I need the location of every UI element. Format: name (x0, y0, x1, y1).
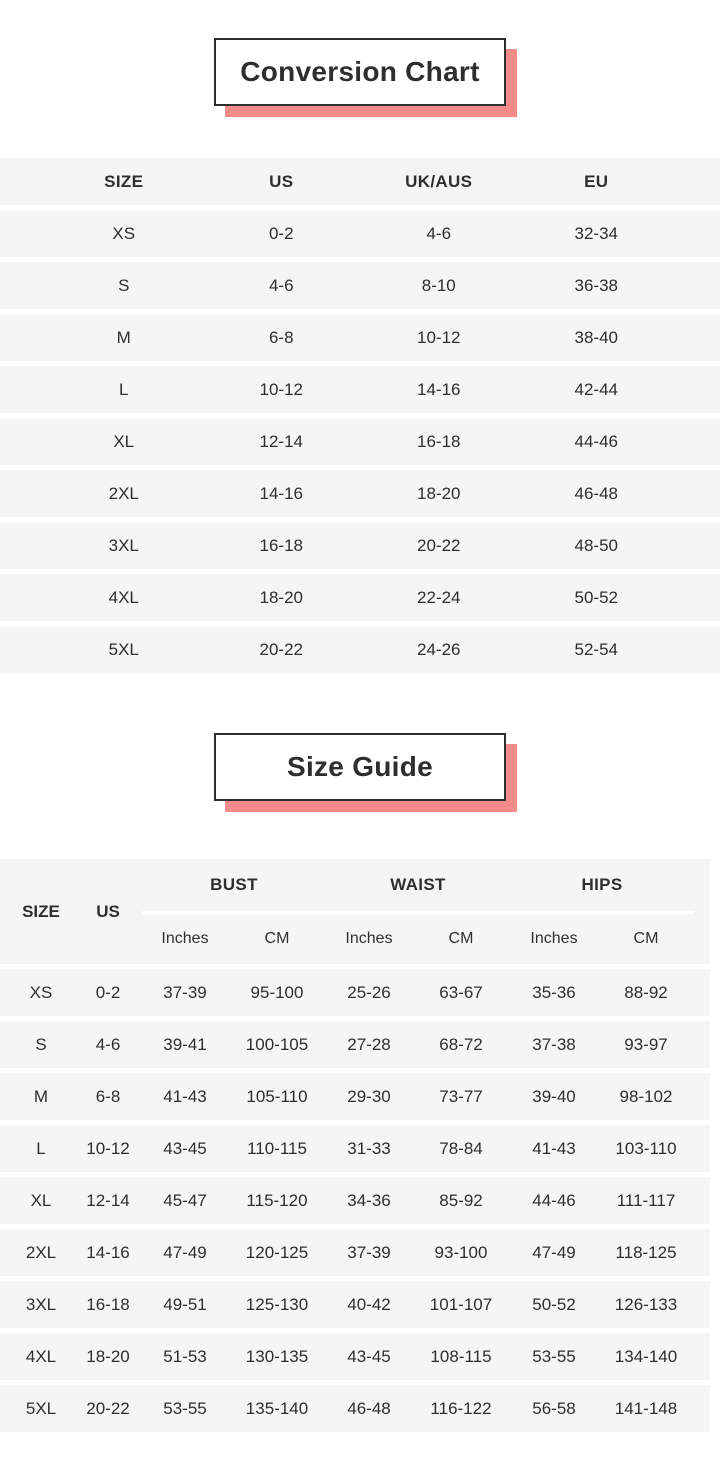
table-cell: 43-45 (163, 1138, 207, 1158)
table-row (0, 1281, 710, 1328)
table-row (0, 522, 720, 569)
table-cell: 18-20 (259, 587, 303, 607)
table-row (0, 210, 720, 257)
table-cell: 16-18 (86, 1294, 130, 1314)
conversion-chart-title-box (214, 38, 506, 106)
column-header-uk-aus: UK/AUS (405, 171, 473, 191)
table-cell: 14-16 (417, 379, 461, 399)
size-guide-table (0, 859, 710, 1432)
table-cell: 41-43 (163, 1086, 207, 1106)
table-cell: 31-33 (347, 1138, 391, 1158)
table-cell: 37-38 (532, 1034, 576, 1054)
table-cell: 110-115 (247, 1138, 307, 1158)
column-subheader-hips-inches: Inches (530, 930, 578, 947)
table-cell: 14-16 (86, 1242, 130, 1262)
size-chart-page (0, 38, 720, 1432)
table-cell: 4-6 (95, 1034, 121, 1054)
table-cell: 24-26 (417, 639, 461, 659)
table-row (0, 1021, 710, 1068)
table-cell: 36-38 (574, 275, 618, 295)
table-cell: 101-107 (429, 1294, 493, 1314)
table-cell: 18-20 (417, 483, 461, 503)
table-cell: 47-49 (532, 1242, 576, 1262)
table-cell: 25-26 (347, 982, 391, 1002)
table-cell: 48-50 (574, 535, 618, 555)
table-cell: 51-53 (163, 1346, 207, 1366)
column-subheader-waist-inches: Inches (345, 930, 393, 947)
table-row (0, 969, 710, 1016)
table-cell: 50-52 (532, 1294, 576, 1314)
table-cell: 4XL (25, 1346, 57, 1366)
conversion-chart-body (0, 210, 720, 673)
table-cell: 0-2 (95, 982, 121, 1002)
column-group-bust: BUST (142, 859, 326, 914)
table-cell: 141-148 (614, 1398, 678, 1418)
table-cell: 41-43 (532, 1138, 576, 1158)
table-cell: 78-84 (439, 1138, 483, 1158)
table-cell: 125-130 (245, 1294, 309, 1314)
table-cell: 37-39 (163, 982, 207, 1002)
table-cell: 108-115 (430, 1346, 492, 1366)
table-cell: 27-28 (347, 1034, 391, 1054)
table-cell: 118-125 (615, 1242, 677, 1262)
table-cell: 130-135 (245, 1346, 309, 1366)
table-cell: 6-8 (268, 327, 294, 347)
table-cell: 6-8 (95, 1086, 121, 1106)
column-group-waist: WAIST (326, 859, 510, 914)
table-cell: 52-54 (574, 639, 618, 659)
size-guide-title: Size Guide (287, 751, 433, 782)
table-cell: 46-48 (574, 483, 618, 503)
table-cell: 42-44 (574, 379, 618, 399)
table-cell: 34-36 (347, 1190, 391, 1210)
table-cell: 105-110 (246, 1086, 308, 1106)
table-cell: 5XL (108, 639, 139, 659)
table-cell: 111-117 (616, 1190, 676, 1210)
conversion-chart-title: Conversion Chart (240, 56, 480, 87)
table-cell: S (35, 1034, 47, 1054)
table-cell: S (118, 275, 130, 295)
table-row (0, 1333, 710, 1380)
size-guide-title-box (214, 733, 506, 801)
table-cell: 44-46 (532, 1190, 576, 1210)
table-cell: 44-46 (574, 431, 618, 451)
table-cell: XL (30, 1190, 52, 1210)
table-cell: 5XL (25, 1398, 57, 1418)
table-row (0, 1073, 710, 1120)
table-row (0, 1385, 710, 1432)
table-cell: XS (29, 982, 53, 1002)
table-cell: 12-14 (86, 1190, 130, 1210)
table-row (0, 574, 720, 621)
table-cell: 29-30 (347, 1086, 391, 1106)
table-cell: 45-47 (163, 1190, 207, 1210)
table-cell: 22-24 (417, 587, 461, 607)
table-row (0, 262, 720, 309)
table-cell: 126-133 (614, 1294, 678, 1314)
table-cell: 4-6 (268, 275, 294, 295)
size-guide-body (0, 969, 710, 1432)
table-cell: 93-97 (624, 1034, 668, 1054)
table-cell: 56-58 (532, 1398, 576, 1418)
table-cell: 46-48 (347, 1398, 391, 1418)
table-cell: 73-77 (439, 1086, 483, 1106)
column-group-hips: HIPS (510, 859, 694, 914)
table-cell: 115-120 (246, 1190, 308, 1210)
table-cell: L (36, 1138, 46, 1158)
table-cell: 32-34 (574, 223, 618, 243)
table-cell: 43-45 (347, 1346, 391, 1366)
table-cell: 100-105 (245, 1034, 309, 1054)
table-cell: 40-42 (347, 1294, 391, 1314)
table-cell: 38-40 (574, 327, 618, 347)
table-cell: 20-22 (259, 639, 303, 659)
size-guide-header-row (0, 859, 710, 964)
table-cell: 98-102 (619, 1086, 673, 1106)
table-cell: 134-140 (614, 1346, 678, 1366)
table-cell: M (116, 327, 131, 347)
table-cell: 53-55 (163, 1398, 207, 1418)
table-cell: 16-18 (259, 535, 303, 555)
size-guide-section (0, 733, 720, 1432)
table-cell: 88-92 (624, 982, 668, 1002)
table-row (0, 470, 720, 517)
table-cell: 10-12 (417, 327, 461, 347)
column-header-size: SIZE (22, 901, 60, 921)
column-header-eu: EU (584, 171, 609, 191)
table-cell: 135-140 (245, 1398, 309, 1418)
table-cell: 39-41 (163, 1034, 207, 1054)
table-cell: 103-110 (615, 1138, 677, 1158)
table-cell: 47-49 (163, 1242, 207, 1262)
column-subheader-hips-cm: CM (633, 930, 659, 947)
table-cell: 49-51 (163, 1294, 207, 1314)
conversion-chart-section (0, 38, 720, 673)
table-cell: 18-20 (86, 1346, 130, 1366)
table-cell: 63-67 (439, 982, 483, 1002)
table-cell: 93-100 (434, 1242, 488, 1262)
table-cell: 95-100 (250, 982, 304, 1002)
table-cell: L (119, 379, 129, 399)
table-cell: 12-14 (259, 431, 303, 451)
table-cell: 3XL (25, 1294, 57, 1314)
column-subheader-bust-inches: Inches (161, 930, 209, 947)
table-cell: M (33, 1086, 49, 1106)
table-cell: 0-2 (268, 223, 294, 243)
column-subheader-bust-cm: CM (264, 930, 290, 947)
table-cell: 16-18 (417, 431, 461, 451)
table-cell: 53-55 (532, 1346, 576, 1366)
table-cell: 2XL (108, 483, 139, 503)
conversion-chart-table (0, 158, 720, 673)
table-cell: 10-12 (259, 379, 303, 399)
conversion-chart-header-row (0, 158, 720, 205)
table-row (0, 366, 720, 413)
table-row (0, 626, 720, 673)
table-cell: 37-39 (347, 1242, 391, 1262)
table-cell: 20-22 (86, 1398, 130, 1418)
column-header-size: SIZE (104, 171, 144, 191)
column-header-us: US (269, 171, 294, 191)
table-cell: 20-22 (417, 535, 461, 555)
table-cell: 116-122 (430, 1398, 492, 1418)
table-cell: 85-92 (439, 1190, 483, 1210)
table-cell: 50-52 (574, 587, 618, 607)
table-cell: 2XL (25, 1242, 57, 1262)
table-cell: XL (113, 431, 135, 451)
table-cell: 3XL (108, 535, 139, 555)
table-cell: 14-16 (259, 483, 303, 503)
table-cell: 4-6 (426, 223, 452, 243)
table-cell: 10-12 (86, 1138, 130, 1158)
table-row (0, 1125, 710, 1172)
table-cell: XS (112, 223, 136, 243)
table-row (0, 1177, 710, 1224)
column-subheader-waist-cm: CM (448, 930, 474, 947)
column-header-us: US (96, 901, 120, 921)
table-cell: 4XL (108, 587, 139, 607)
table-row (0, 1229, 710, 1276)
table-row (0, 418, 720, 465)
table-cell: 120-125 (245, 1242, 309, 1262)
table-cell: 35-36 (532, 982, 576, 1002)
table-cell: 39-40 (532, 1086, 576, 1106)
table-cell: 68-72 (439, 1034, 483, 1054)
table-row (0, 314, 720, 361)
table-cell: 8-10 (421, 275, 456, 295)
